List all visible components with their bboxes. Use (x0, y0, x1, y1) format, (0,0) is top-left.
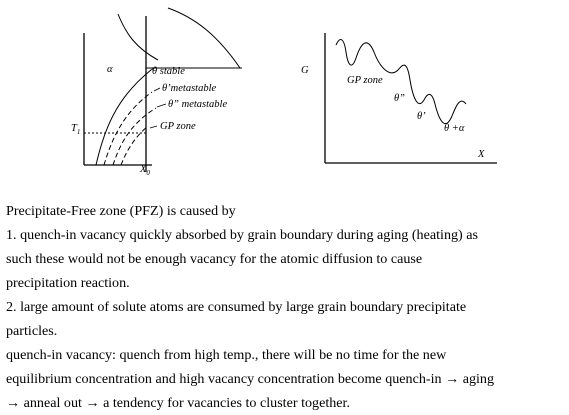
x-axis-label: X (478, 149, 485, 160)
composition-label: $X_0$ (140, 164, 150, 177)
precipitation-figure (0, 0, 569, 190)
theta-double-prime-leader (157, 104, 166, 107)
phase-diagram (71, 8, 242, 177)
caption-line-7: quench-in vacancy: quench from high temp., there will be no time for the new (6, 347, 447, 363)
theta-double-prime-minimum-label: θ” (394, 93, 405, 104)
caption-line-5: 2. large amount of solute atoms are consumed by large grain boundary precipitate (6, 299, 467, 315)
theta-prime-label: θ’metastable (162, 83, 217, 94)
upper-liquidus-curve-left (118, 14, 158, 60)
theta-prime-leader (154, 88, 160, 91)
theta-double-prime-label: θ” metastable (168, 99, 228, 110)
temperature-subscript: 1 (76, 128, 81, 136)
caption-line-3: such these would not be enough vacancy for the atomic diffusion to cause (6, 251, 423, 267)
alpha-region-label: α (107, 64, 113, 75)
theta-stable-label: θ stable (152, 66, 185, 77)
caption-line-6: particles. (6, 323, 58, 339)
gp-zone-solvus (121, 126, 148, 165)
caption-line-8: equilibrium concentration and high vacancy concentration become quench-in → aging (6, 371, 495, 387)
g-axis-label: G (301, 65, 309, 76)
theta-prime-minimum-label: θ’ (417, 111, 426, 122)
free-energy-diagram (301, 33, 497, 163)
composition-subscript: 0 (146, 169, 150, 177)
theta-alpha-minimum-label: θ +α (444, 123, 465, 134)
caption-line-4: precipitation reaction. (6, 275, 130, 291)
caption-line-2: 1. quench-in vacancy quickly absorbed by grain boundary during aging (heating) as (6, 227, 478, 243)
upper-liquidus-curve-right (168, 8, 240, 68)
caption-text (6, 199, 566, 415)
caption-line-9: → anneal out → a tendency for vacancies to cluster together. (6, 395, 350, 411)
caption-line-1: Precipitate-Free zone (PFZ) is caused by (6, 203, 236, 219)
gp-zone-minimum-label: GP zone (347, 75, 383, 86)
gp-zone-leader (150, 126, 157, 128)
gp-zone-label: GP zone (160, 121, 196, 132)
temperature-label: $T_1$ (71, 123, 81, 136)
theta-double-prime-solvus (113, 108, 156, 165)
